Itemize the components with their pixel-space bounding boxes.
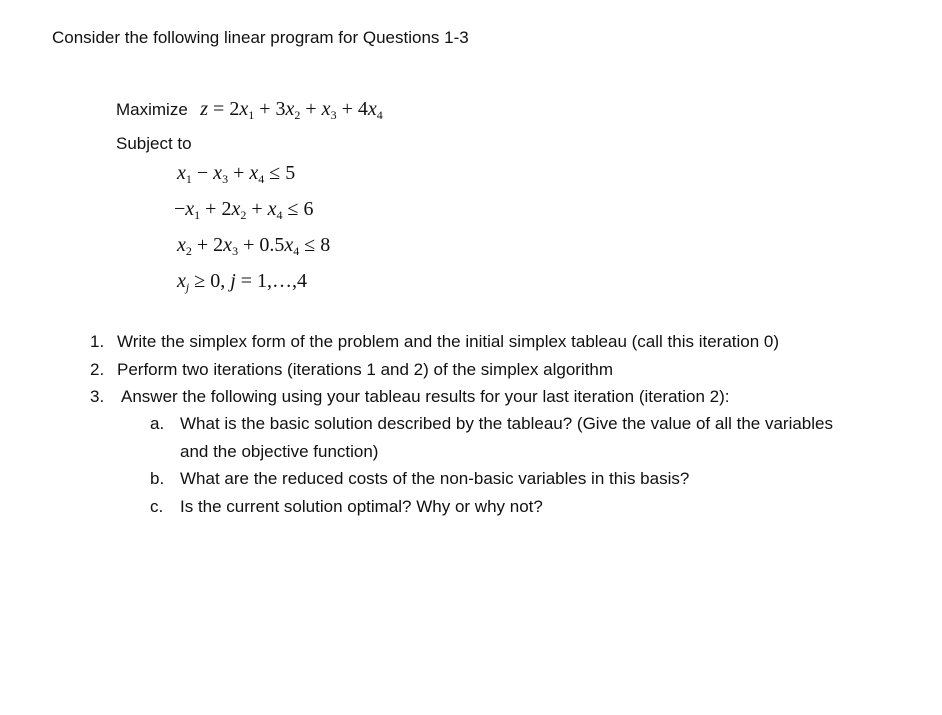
question-number: 2. — [90, 360, 105, 379]
question-text: Perform two iterations (iterations 1 and 2) of the simplex algorithm — [117, 360, 614, 379]
subquestion-text: What is the basic solution described by the tableau? (Give the value of all the variables — [180, 414, 833, 433]
question-number: 1. — [90, 332, 105, 351]
subquestion-label: c. — [150, 497, 164, 516]
question-text: Write the simplex form of the problem and the initial simplex tableau (call this iteration 0) — [117, 332, 780, 351]
intro-text: Consider the following linear program for Questions 1-3 — [52, 28, 469, 47]
question-text: Answer the following using your tableau results for your last iteration (iteration 2): — [121, 387, 730, 406]
question-number: 3. — [90, 387, 105, 406]
subquestion-label: a. — [150, 414, 165, 433]
subquestion-text: What are the reduced costs of the non-basic variables in this basis? — [180, 469, 690, 488]
objective-row — [116, 96, 383, 124]
constraint-2: $-x_1 + 2x_2 + x_4 \le 6$ — [174, 198, 314, 222]
constraint-nonneg: $x_j \ge 0$, j = 1,…,4 — [177, 270, 308, 294]
objective-label: Maximize — [116, 100, 188, 119]
subquestion-label: b. — [150, 469, 165, 488]
constraint-3: $x_2 + 2x_3 + 0.5x_4 \le 8$ — [177, 234, 331, 258]
objective-function: $z = 2x_1 + 3x_2 + x_3 + 4x_4$ — [200, 98, 383, 122]
subject-to-label: Subject to — [116, 134, 192, 153]
subquestion-text-continued: and the objective function) — [180, 442, 379, 461]
constraint-1: $x_1 - x_3 + x_4 \le 5$ — [177, 162, 296, 186]
subquestion-text: Is the current solution optimal? Why or why not? — [180, 497, 543, 516]
